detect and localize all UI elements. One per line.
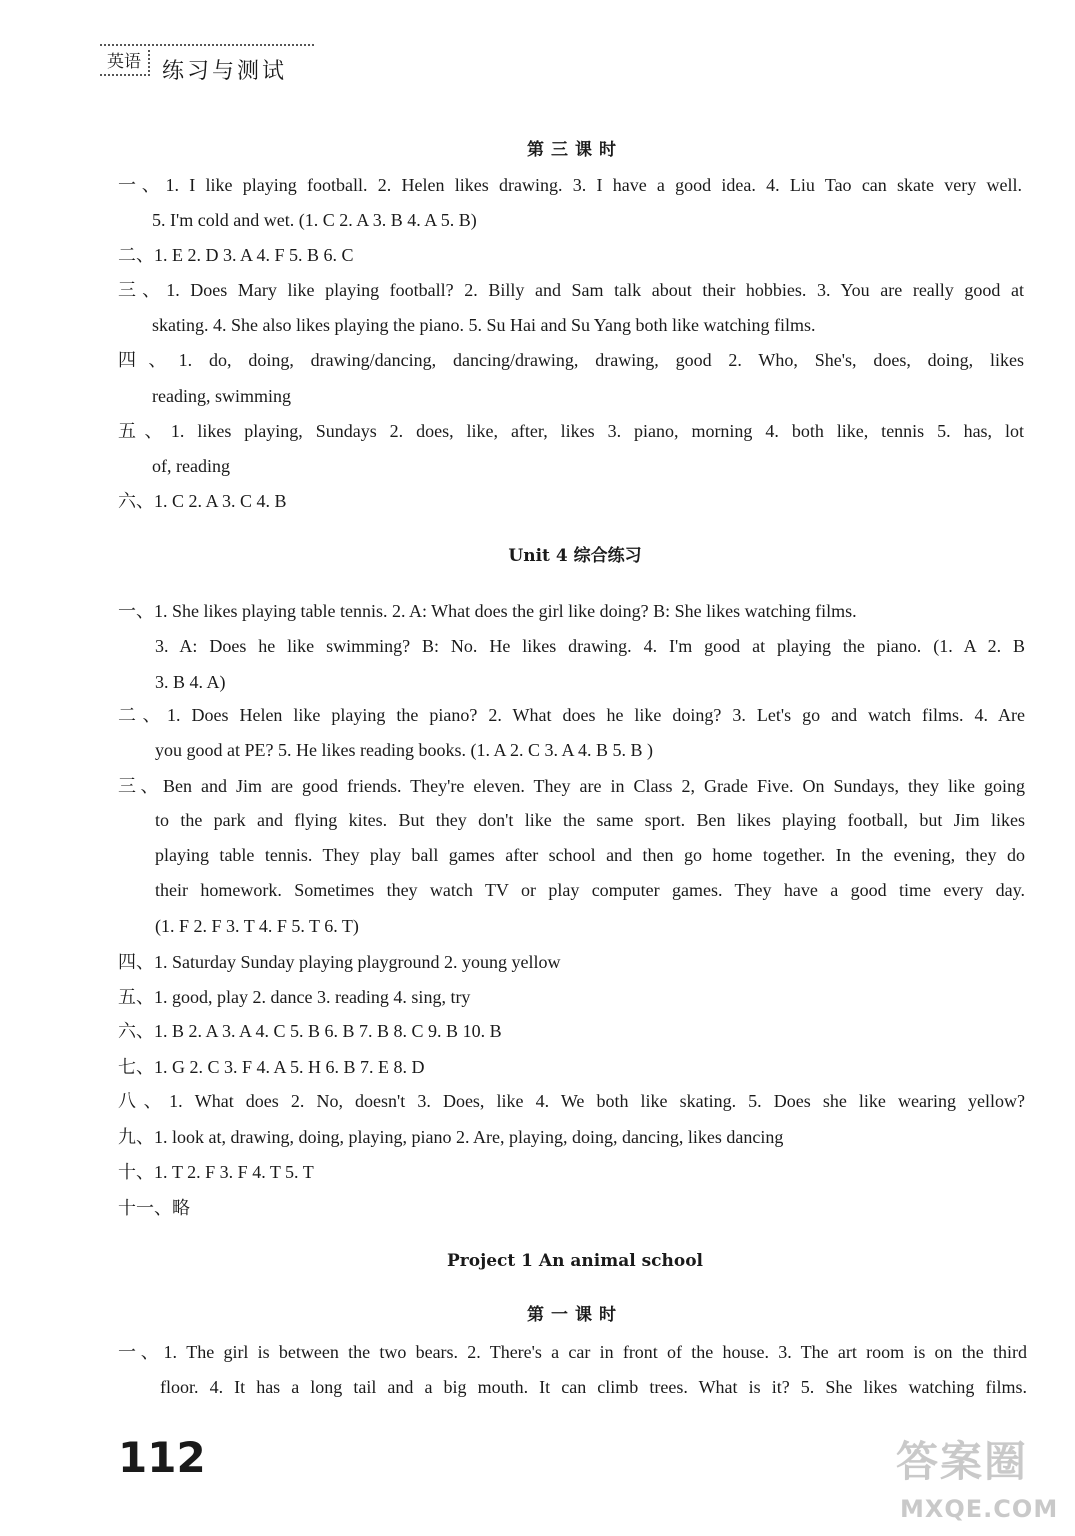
answer-line: skating. 4. She also likes playing the piano. 5. Su Hai and Su Yang both like watching films. bbox=[152, 315, 816, 335]
answer-text: 1. T 2. F 3. F 4. T 5. T bbox=[154, 1162, 314, 1182]
answer-line bbox=[118, 419, 1024, 443]
answer-line bbox=[118, 243, 354, 267]
question-number: 一、 bbox=[118, 1342, 164, 1362]
answer-line: floor. 4. It has a long tail and a big mouth. It can climb trees. What is it? 5. She likes watching films. bbox=[160, 1377, 1027, 1397]
answer-text: 1. Does Helen like playing the piano? 2. What does he like doing? 3. Let's go and watch films. 4. Are bbox=[166, 705, 1025, 725]
answer-text: 1. look at, drawing, doing, playing, piano 2. Are, playing, doing, dancing, likes dancing bbox=[154, 1127, 784, 1147]
answer-text: 1. Does Mary like playing football? 2. Billy and Sam talk about their hobbies. 3. You are really good at bbox=[166, 280, 1024, 300]
answer-line bbox=[118, 489, 287, 513]
question-number: 七、 bbox=[118, 1057, 154, 1077]
page-header bbox=[100, 44, 316, 84]
question-number: 六、 bbox=[118, 1021, 154, 1041]
answer-line: their homework. Sometimes they watch TV or play computer games. They have a good time every day. bbox=[155, 880, 1025, 900]
answer-text: 1. She likes playing table tennis. 2. A: What does the girl like doing? B: She likes watching films. bbox=[154, 601, 857, 621]
answer-line bbox=[118, 1160, 314, 1184]
answer-line bbox=[118, 950, 560, 974]
answer-line bbox=[118, 774, 1025, 798]
book-title: 练习与测试 bbox=[162, 59, 288, 84]
answer-line bbox=[118, 1055, 425, 1079]
watermark-brand: 答案圈 bbox=[896, 1437, 1029, 1486]
answer-line: reading, swimming bbox=[152, 386, 291, 406]
answer-line: 5. I'm cold and wet. (1. C 2. A 3. B 4. A 5. B) bbox=[152, 210, 477, 230]
answer-line bbox=[118, 1340, 1027, 1364]
answer-line: playing table tennis. They play ball games after school and then go home together. In the evening, they do bbox=[155, 845, 1025, 865]
question-number: 四、 bbox=[118, 952, 154, 972]
section-title-lesson-1: 第一课时 bbox=[527, 1305, 623, 1325]
answer-line bbox=[118, 173, 1022, 197]
question-number: 十、 bbox=[118, 1162, 154, 1182]
question-number: 五、 bbox=[118, 987, 154, 1007]
answer-text: 1. Saturday Sunday playing playground 2. young yellow bbox=[154, 952, 561, 972]
answer-text: 1. C 2. A 3. C 4. B bbox=[154, 491, 287, 511]
answer-line: (1. F 2. F 3. T 4. F 5. T 6. T) bbox=[155, 916, 359, 936]
question-number: 一、 bbox=[118, 601, 154, 621]
question-number: 二、 bbox=[118, 705, 167, 725]
answer-line: 3. B 4. A) bbox=[155, 672, 226, 692]
answer-line bbox=[118, 599, 857, 623]
section-title-lesson-3: 第三课时 bbox=[527, 140, 623, 160]
answer-text: 1. G 2. C 3. F 4. A 5. H 6. B 7. E 8. D bbox=[154, 1057, 425, 1077]
answer-line: 3. A: Does he like swimming? B: No. He likes drawing. 4. I'm good at playing the piano. (1. A 2. B bbox=[155, 636, 1025, 656]
answer-text: 1. good, play 2. dance 3. reading 4. sing, try bbox=[154, 987, 471, 1007]
answer-line bbox=[118, 1019, 502, 1043]
subject-label: 英语 bbox=[100, 50, 150, 76]
answer-line: to the park and flying kites. But they don't like the same sport. Ben likes playing football, but Jim likes bbox=[155, 810, 1025, 830]
question-number: 十一、 bbox=[118, 1198, 172, 1218]
answer-line: of, reading bbox=[152, 456, 230, 476]
watermark bbox=[896, 1436, 1066, 1532]
header-dotted-rule bbox=[100, 44, 314, 46]
question-number: 八、 bbox=[118, 1091, 170, 1111]
answer-text: 1. I like playing football. 2. Helen likes drawing. 3. I have a good idea. 4. Liu Tao can skate very well. bbox=[165, 175, 1023, 195]
question-number: 六、 bbox=[118, 491, 154, 511]
question-number: 四、 bbox=[118, 350, 179, 370]
answer-line bbox=[118, 278, 1024, 302]
answer-line: you good at PE? 5. He likes reading books. (1. A 2. C 3. A 4. B 5. B ) bbox=[155, 740, 653, 760]
watermark-url: MXQE.COM bbox=[900, 1495, 1059, 1523]
answer-line bbox=[118, 1196, 190, 1220]
answer-line bbox=[118, 703, 1025, 727]
answer-line bbox=[118, 1089, 1025, 1113]
answer-text: 1. B 2. A 3. A 4. C 5. B 6. B 7. B 8. C 9. B 10. B bbox=[154, 1021, 502, 1041]
question-number: 五、 bbox=[118, 421, 171, 441]
question-number: 三、 bbox=[118, 280, 167, 300]
question-number: 九、 bbox=[118, 1127, 154, 1147]
answer-line bbox=[118, 348, 1024, 372]
section-title-unit-4: Unit 4 综合练习 bbox=[508, 546, 642, 566]
answer-text: 1. likes playing, Sundays 2. does, like, after, likes 3. piano, morning 4. both like, tennis 5. has, lot bbox=[170, 421, 1024, 441]
question-number: 一、 bbox=[118, 175, 166, 195]
question-number: 二、 bbox=[118, 245, 154, 265]
answer-line bbox=[118, 1125, 783, 1149]
answer-text: 1. The girl is between the two bears. 2. There's a car in front of the house. 3. The art room is on the third bbox=[163, 1342, 1028, 1362]
section-title-project-1: Project 1 An animal school bbox=[446, 1251, 703, 1271]
answer-text: 略 bbox=[172, 1198, 190, 1218]
page-number: 112 bbox=[118, 1433, 206, 1482]
question-number: 三、 bbox=[118, 776, 164, 796]
answer-line bbox=[118, 985, 470, 1009]
answer-text: 1. do, doing, drawing/dancing, dancing/drawing, drawing, good 2. Who, She's, does, doing, likes bbox=[178, 350, 1024, 370]
answer-text: 1. What does 2. No, doesn't 3. Does, like 4. We both like skating. 5. Does she like wearing yellow? bbox=[169, 1091, 1026, 1111]
answer-text: 1. E 2. D 3. A 4. F 5. B 6. C bbox=[154, 245, 354, 265]
answer-text: Ben and Jim are good friends. They're eleven. They are in Class 2, Grade Five. On Sundays, they like going bbox=[163, 776, 1025, 796]
